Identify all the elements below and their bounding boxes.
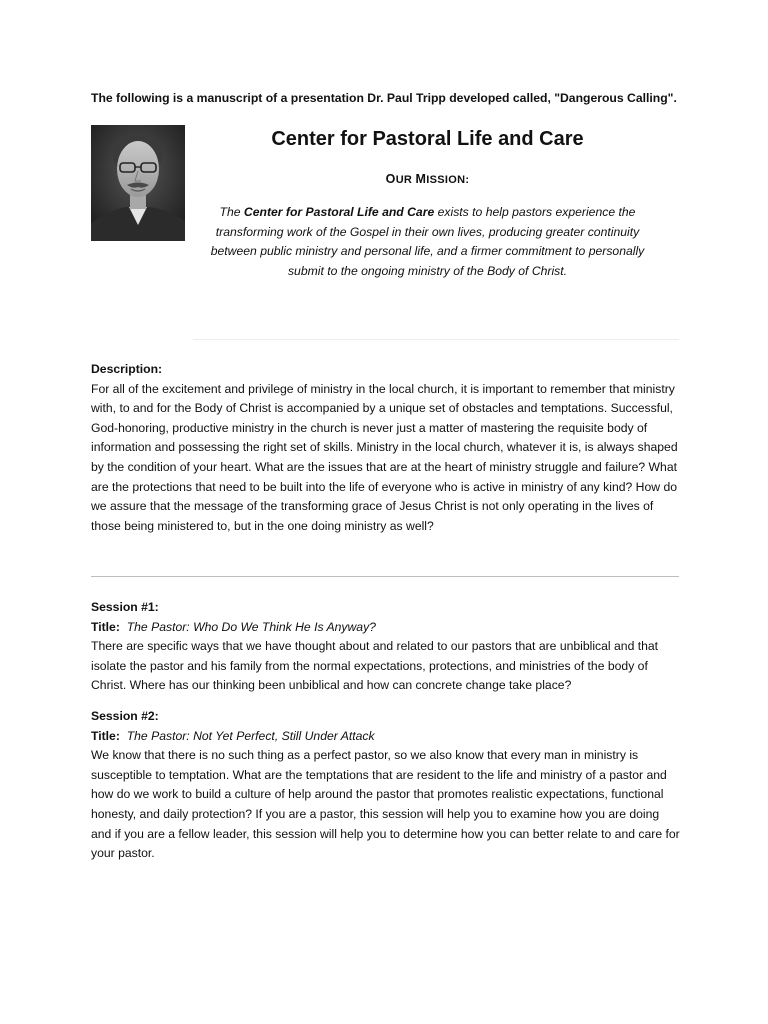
session-1-title-label: Title:	[91, 619, 120, 634]
mission-statement	[195, 203, 660, 281]
top-divider	[193, 339, 679, 340]
mission-prefix: The	[219, 205, 244, 219]
section-divider	[91, 576, 679, 577]
session-1	[91, 598, 681, 696]
portrait-image	[91, 125, 185, 241]
mission-org-name: Center for Pastoral Life and Care	[243, 205, 435, 219]
session-2-label: Session #2:	[91, 709, 159, 723]
session-2-text: We know that there is no such thing as a perfect pastor, so we also know that every man in ministry is susceptible to temptation. What are the temptations that are resident to the life and ministry of a pastor and how do we work to build a culture of help around the pastor that promotes realistic expectations, functional honesty, and daily protection? If you are a pastor, this session will help you to examine how you are doing and if you are a fellow leader, this session will help you to determine how you can better relate to and care for your pastor.	[91, 748, 680, 861]
session-2	[91, 707, 681, 864]
mission-body: exists to help pastors experience the transforming work of the Gospel in their own lives, producing greater continuity between public ministry and personal life, and a firmer commitment to personally submit to the ongoing ministry of the Body of Christ.	[210, 205, 645, 278]
mission-heading-m: M	[415, 172, 427, 186]
session-2-title-label: Title:	[91, 728, 120, 743]
mission-heading	[195, 172, 660, 186]
mission-heading-o: O	[385, 172, 396, 186]
portrait-photo	[91, 125, 185, 241]
session-1-label: Session #1:	[91, 600, 159, 614]
session-1-title-row	[91, 618, 681, 638]
session-2-title-row	[91, 727, 681, 747]
mission-heading-ur: UR	[395, 174, 416, 186]
description-section	[91, 360, 681, 536]
description-text: For all of the excitement and privilege of ministry in the local church, it is important to remember that ministry with, to and for the Body of Christ is accompanied by a unique set of obstacles and temptations. Successful, God-honoring, productive ministry in the church is never just a matter of mastering the requisite body of information and possessing the right set of skills. Ministry in the local church, whatever it is, is always shaped by the condition of your heart. What are the issues that are at the heart of ministry struggle and failure? What are the protections that need to be built into the life of everyone who is active in ministry of any kind? How do we assure that the message of the transforming grace of Jesus Christ is not only operating in the lives of those being ministered to, but in the one doing ministry as well?	[91, 381, 678, 533]
intro-line: The following is a manuscript of a presentation Dr. Paul Tripp developed called, "Dangerous Calling".	[91, 91, 677, 105]
description-label: Description:	[91, 362, 163, 376]
session-1-text: There are specific ways that we have thought about and related to our pastors that are unbiblical and that isolate the pastor and his family from the normal expectations, protections, and ministries of the body of Christ. Where has our thinking been unbiblical and how can concrete change take place?	[91, 639, 659, 693]
mission-heading-ission: ISSION:	[426, 174, 470, 186]
session-2-title: The Pastor: Not Yet Perfect, Still Under Attack	[126, 728, 375, 743]
session-1-title: The Pastor: Who Do We Think He Is Anyway?	[126, 619, 376, 634]
page-title: Center for Pastoral Life and Care	[271, 128, 584, 150]
